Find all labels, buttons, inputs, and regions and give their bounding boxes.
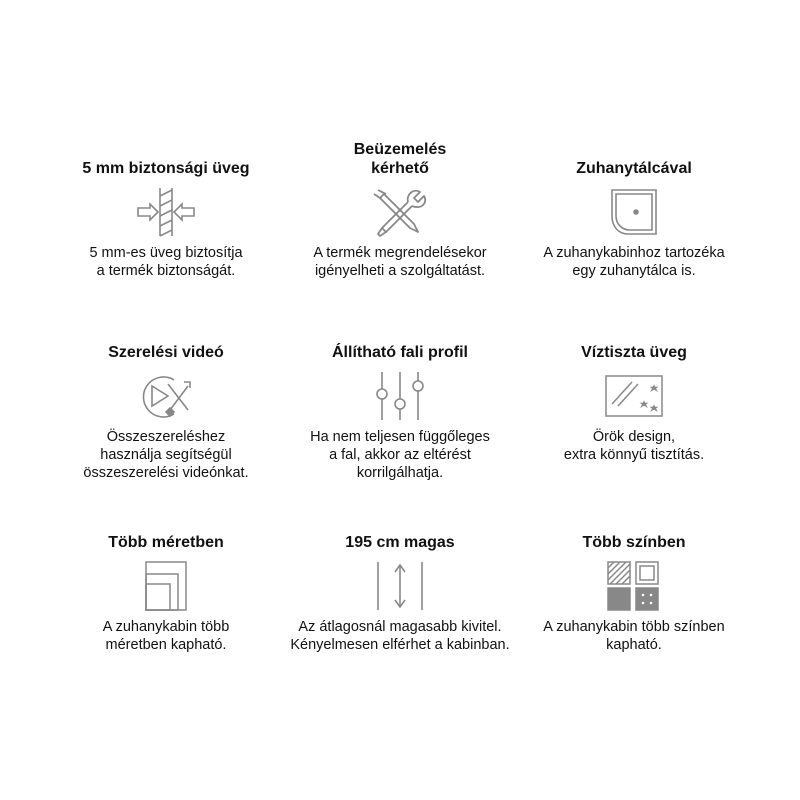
- video-tools-icon: [134, 370, 198, 422]
- shower-tray-icon: [602, 186, 666, 238]
- height-icon: [368, 560, 432, 612]
- feature-description: 5 mm-es üveg biztosítja a termék biztonságát.: [89, 245, 243, 279]
- feature-description: Ha nem teljesen függőleges a fal, akkor az eltérést korrilgálhatja.: [310, 429, 490, 481]
- multiple-sizes-icon: [134, 560, 198, 612]
- multiple-colors-icon: [602, 560, 666, 612]
- feature-description: Örök design, extra könnyű tisztítás.: [563, 429, 705, 463]
- feature-title: 195 cm magas: [345, 534, 455, 551]
- feature-description: A zuhanykabin több méretben kapható.: [102, 619, 230, 653]
- tools-icon: [368, 186, 432, 238]
- feature-safety-glass: [33, 138, 299, 280]
- feature-adjustable-profile: [267, 322, 533, 482]
- adjustable-profile-icon: [368, 370, 432, 422]
- feature-description: Összeszereléshez használja segítségül összeszerelési videónkat.: [83, 429, 249, 481]
- feature-description: A termék megrendelésekor igényelheti a szolgáltatást.: [313, 245, 487, 279]
- feature-multiple-colors: [501, 512, 767, 654]
- feature-installation: [267, 138, 533, 280]
- feature-title: Több színben: [582, 534, 686, 551]
- feature-title: Több méretben: [108, 534, 224, 551]
- clear-glass-icon: [602, 370, 666, 422]
- feature-assembly-video: [33, 322, 299, 482]
- feature-description: A zuhanykabin több színben kapható.: [543, 619, 725, 653]
- feature-title: Víztiszta üveg: [581, 344, 687, 361]
- feature-multiple-sizes: [33, 512, 299, 654]
- feature-title: 5 mm biztonsági üveg: [82, 160, 250, 177]
- feature-description: A zuhanykabinhoz tartozéka egy zuhanytálca is.: [543, 245, 725, 279]
- feature-description: Az átlagosnál magasabb kivitel. Kényelmesen elférhet a kabinban.: [290, 619, 510, 653]
- feature-title: Zuhanytálcával: [576, 160, 692, 177]
- feature-title: Beüzemelés kérhető: [353, 141, 447, 177]
- feature-title: Szerelési videó: [108, 344, 224, 361]
- feature-height: [267, 512, 533, 654]
- feature-title: Állítható fali profil: [332, 344, 468, 361]
- feature-clear-glass: [501, 322, 767, 464]
- feature-shower-tray: [501, 138, 767, 280]
- safety-glass-icon: [134, 186, 198, 238]
